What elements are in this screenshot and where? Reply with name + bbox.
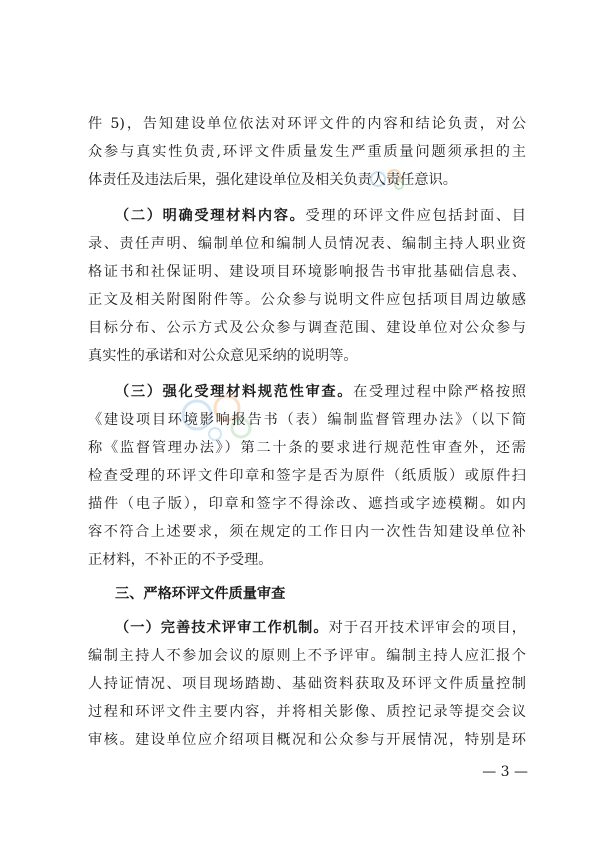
- section-heading: 三、严格环评文件质量审查: [115, 586, 286, 602]
- paragraph-1-line-3: 体责任及违法后果，强化建设单位及相关负责人责任意识。: [88, 172, 457, 188]
- paragraph-2-lead: （二）明确受理材料内容。: [115, 208, 306, 224]
- paragraph-3-lead: （三）强化受理材料规范性审查。: [115, 384, 354, 400]
- paragraph-3-line-1-text: 在受理过程中除严格按照: [353, 384, 526, 400]
- paragraph-3-line-6: 容不符合上述要求，须在规定的工作日内一次性告知建设单位补: [88, 524, 526, 540]
- paragraph-4-lead: （一）完善技术评审工作机制。: [115, 620, 329, 636]
- paragraph-2-line-2: 录、责任声明、编制单位和编制人员情况表、编制主持人职业资: [88, 236, 526, 252]
- paragraph-4-line-1: [115, 618, 526, 638]
- paragraph-3-line-2: 《建设项目环境影响报告书（表）编制监督管理办法》（以下简: [88, 412, 526, 428]
- paragraph-3-line-7: 正材料，不补正的不予受理。: [88, 552, 273, 568]
- paragraph-1-line-2: 众参与真实性负责,环评文件质量发生严重质量问题须承担的主: [88, 144, 526, 160]
- paragraph-1-line-1: 件 5)，告知建设单位依法对环评文件的内容和结论负责，对公: [88, 116, 526, 132]
- paragraph-2-line-4: 正文及相关附图附件等。公众参与说明文件应包括项目周边敏感: [88, 292, 526, 308]
- paragraph-4-line-4: 过程和环评文件主要内容，并将相关影像、质控记录等提交会议: [88, 704, 526, 720]
- paragraph-2-line-5: 目标分布、公示方式及公众参与调查范围、建设单位对公众参与: [88, 320, 526, 336]
- paragraph-4-line-3: 人持证情况、项目现场踏勘、基础资料获取及环评文件质量控制: [88, 676, 526, 692]
- paragraph-2-line-1-text: 受理的环评文件应包括封面、目: [305, 208, 526, 224]
- paragraph-3-line-3: 称《监督管理办法》）第二十条的要求进行规范性审查外，还需: [88, 440, 526, 456]
- paragraph-3-line-4: 检查受理的环评文件印章和签字是否为原件（纸质版）或原件扫: [88, 468, 526, 484]
- page-number: — 3 —: [482, 764, 528, 780]
- paragraph-4-line-5: 审核。建设单位应介绍项目概况和公众参与开展情况，特别是环: [88, 732, 526, 748]
- paragraph-4-line-2: 编制主持人不参加会议的原则上不予评审。编制主持人应汇报个: [88, 648, 526, 664]
- paragraph-2-line-6: 真实性的承诺和对公众意见采纳的说明等。: [88, 348, 358, 364]
- paragraph-4-line-1-text: 对于召开技术评审会的项目，: [328, 620, 526, 636]
- paragraph-2-line-3: 格证书和社保证明、建设项目环境影响报告书审批基础信息表、: [88, 264, 526, 280]
- paragraph-2-line-1: [115, 206, 526, 226]
- paragraph-3-line-5: 描件（电子版），印章和签字不得涂改、遮挡或字迹模糊。如内: [88, 496, 526, 512]
- paragraph-3-line-1: [115, 382, 526, 402]
